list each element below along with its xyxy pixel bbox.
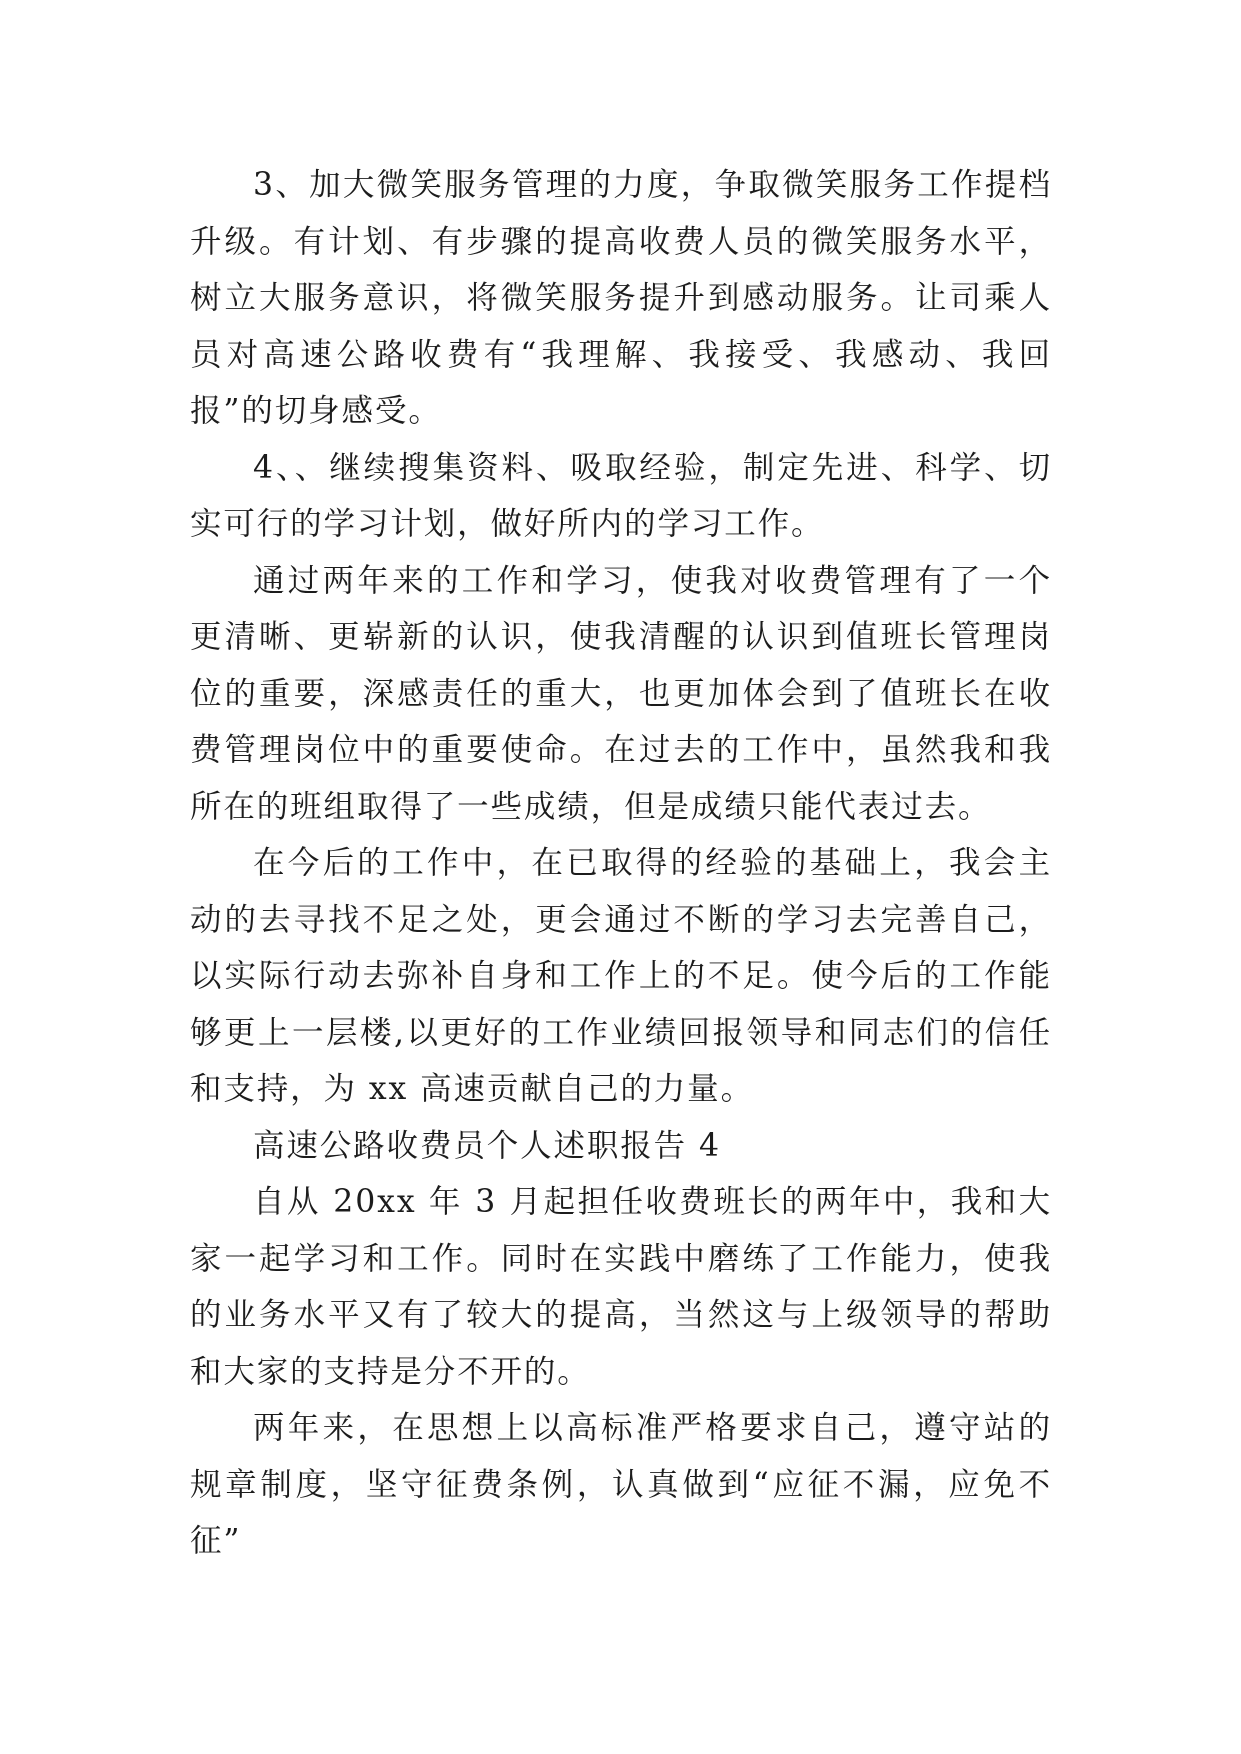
paragraph-smile-service: 3、加大微笑服务管理的力度，争取微笑服务工作提档升级。有计划、有步骤的提高收费人员的微笑服务水平，树立大服务意识，将微笑服务提升到感动服务。让司乘人员对高速公路收费有“我理解、我接受、我感动、我回报”的切身感受。	[190, 167, 1052, 429]
paragraph-future-work: 在今后的工作中，在已取得的经验的基础上，我会主动的去寻找不足之处，更会通过不断的学习去完善自己，以实际行动去弥补自身和工作上的不足。使今后的工作能够更上一层楼,以更好的工作业绩回报领导和同志们的信任和支持，为 xx 高速贡献自己的力量。	[190, 845, 1052, 1107]
paragraph-since-appointment: 自从 20xx 年 3 月起担任收费班长的两年中，我和大家一起学习和工作。同时在实践中磨练了工作能力，使我的业务水平又有了较大的提高，当然这与上级领导的帮助和大家的支持是分不开的。	[190, 1184, 1052, 1390]
paragraph-ideology: 两年来，在思想上以高标准严格要求自己，遵守站的规章制度，坚守征费条例，认真做到“应征不漏，应免不征”	[190, 1410, 1052, 1559]
section-heading: 高速公路收费员个人述职报告 4	[253, 1127, 721, 1164]
paragraph-two-years-reflection: 通过两年来的工作和学习，使我对收费管理有了一个更清晰、更崭新的认识，使我清醒的认识到值班长管理岗位的重要，深感责任的重大，也更加体会到了值班长在收费管理岗位中的重要使命。在过去的工作中，虽然我和我所在的班组取得了一些成绩，但是成绩只能代表过去。	[190, 562, 1052, 825]
document-body	[190, 157, 1052, 1570]
paragraph-study-plan: 4、、继续搜集资料、吸取经验，制定先进、科学、切实可行的学习计划，做好所内的学习工作。	[190, 449, 1052, 542]
